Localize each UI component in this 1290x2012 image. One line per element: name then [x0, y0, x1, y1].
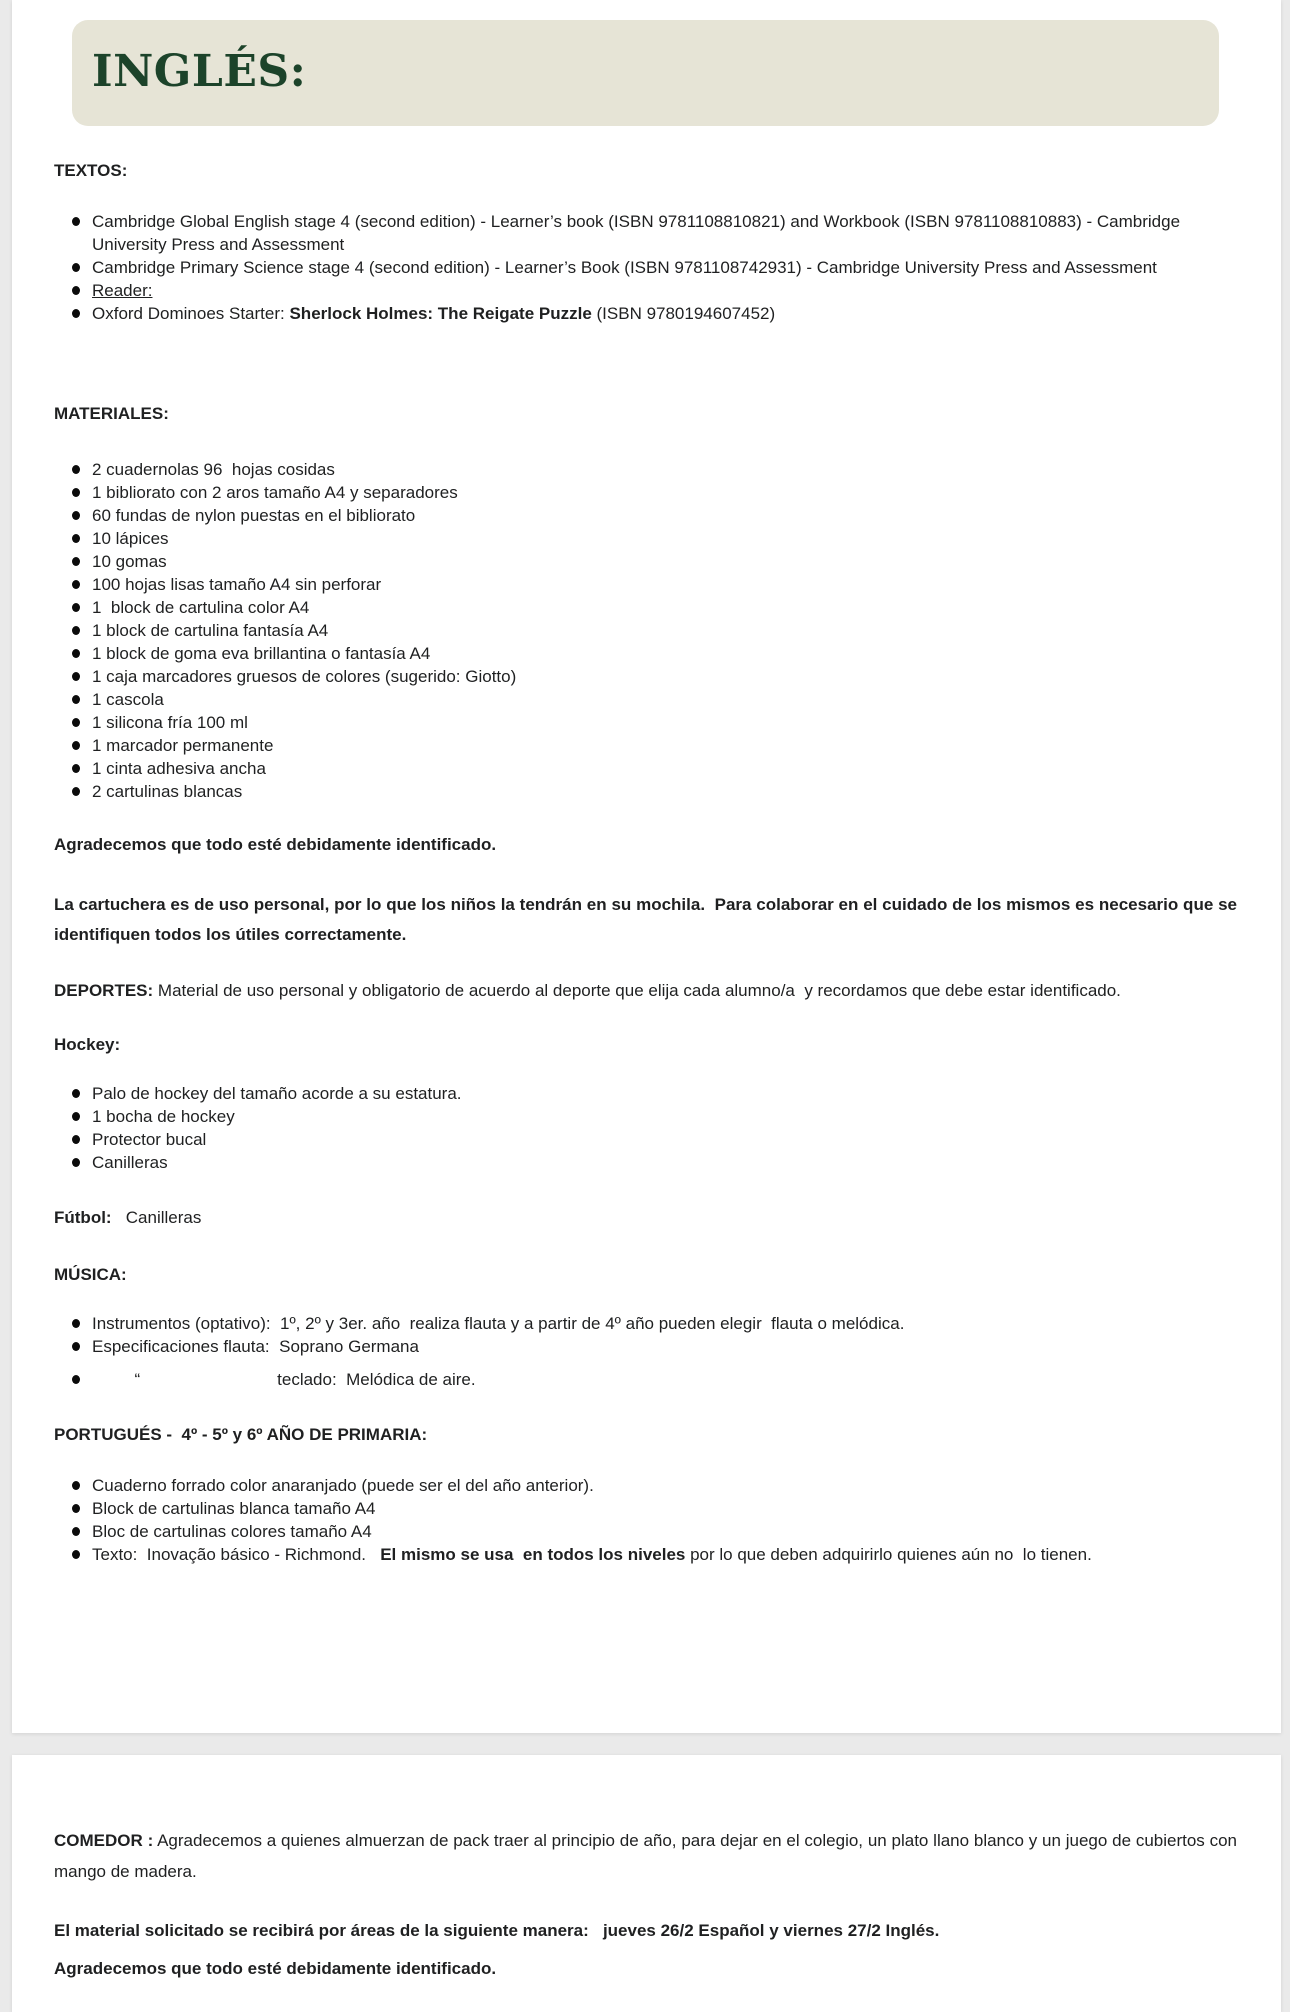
list-item: Cuaderno forrado color anaranjado (puede ser el del año anterior).: [72, 1474, 1237, 1497]
portugues-heading: PORTUGUÉS - 4º - 5º y 6º AÑO DE PRIMARIA:: [54, 1425, 428, 1444]
note-identificado: Agradecemos que todo esté debidamente identificado.: [54, 835, 497, 854]
list-item: Palo de hockey del tamaño acorde a su estatura.: [72, 1082, 1237, 1105]
final-identificado-line: Agradecemos que todo esté debidamente identificado.: [54, 1959, 497, 1978]
list-item: 1 block de cartulina fantasía A4: [72, 619, 1237, 642]
list-item: Instrumentos (optativo): 1º, 2º y 3er. año realiza flauta y a partir de 4º año pueden elegir flauta o melódica.: [72, 1312, 1237, 1335]
list-item: 1 block de goma eva brillantina o fantasía A4: [72, 642, 1237, 665]
list-item: 1 caja marcadores gruesos de colores (sugerido: Giotto): [72, 665, 1237, 688]
musica-list: [54, 1312, 1237, 1391]
list-item: Canilleras: [72, 1151, 1237, 1174]
list-item: 100 hojas lisas tamaño A4 sin perforar: [72, 573, 1237, 596]
list-item: Oxford Dominoes Starter: Sherlock Holmes: The Reigate Puzzle (ISBN 9780194607452): [72, 302, 1237, 325]
ingles-header-band: [72, 20, 1219, 126]
page-title: INGLÉS:: [92, 46, 307, 97]
material-schedule-line: El material solicitado se recibirá por áreas de la siguiente manera: jueves 26/2 Español y viernes 27/2 Inglés.: [54, 1921, 940, 1940]
list-item: 2 cuadernolas 96 hojas cosidas: [72, 458, 1237, 481]
note-cartuchera: La cartuchera es de uso personal, por lo que los niños la tendrán en su mochila. Para colaborar en el cuidado de los mismos es necesario que se identifiquen todos los útiles correctamente.: [54, 895, 1242, 944]
futbol-label: Fútbol:: [54, 1208, 112, 1227]
list-item: 1 bocha de hockey: [72, 1105, 1237, 1128]
deportes-paragraph: DEPORTES: Material de uso personal y obligatorio de acuerdo al deporte que elija cada alumno/a y recordamos que debe estar identificado.: [54, 981, 1121, 1000]
hockey-heading: Hockey:: [54, 1035, 121, 1054]
page-2: [12, 1755, 1281, 2012]
comedor-paragraph: COMEDOR : Agradecemos a quienes almuerzan de pack traer al principio de año, para dejar en el colegio, un plato llano blanco y un juego de cubiertos con mango de madera.: [54, 1831, 1242, 1881]
list-item: Protector bucal: [72, 1128, 1237, 1151]
list-item: 1 marcador permanente: [72, 734, 1237, 757]
list-item: Cambridge Primary Science stage 4 (second edition) - Learner’s Book (ISBN 9781108742931) - Cambridge University Press and Assessment: [72, 256, 1237, 279]
textos-heading: TEXTOS:: [54, 161, 128, 180]
musica-heading: MÚSICA:: [54, 1265, 127, 1284]
page-break: [0, 1733, 1290, 1755]
deportes-label: DEPORTES:: [54, 981, 154, 1000]
portugues-list: [54, 1474, 1237, 1566]
list-item: Especificaciones flauta: Soprano Germana: [72, 1335, 1237, 1358]
list-item: 1 silicona fría 100 ml: [72, 711, 1237, 734]
list-item: Bloc de cartulinas colores tamaño A4: [72, 1520, 1237, 1543]
list-item: 10 gomas: [72, 550, 1237, 573]
futbol-line: Fútbol: Canilleras: [54, 1208, 202, 1227]
list-item: 1 block de cartulina color A4: [72, 596, 1237, 619]
list-item: 10 lápices: [72, 527, 1237, 550]
list-item: 1 cinta adhesiva ancha: [72, 757, 1237, 780]
list-item: Block de cartulinas blanca tamaño A4: [72, 1497, 1237, 1520]
page-1: [12, 0, 1281, 1733]
list-item: Reader:: [72, 279, 1237, 302]
comedor-label: COMEDOR :: [54, 1831, 154, 1850]
list-item: 2 cartulinas blancas: [72, 780, 1237, 803]
textos-list: [54, 210, 1237, 325]
list-item: 1 cascola: [72, 688, 1237, 711]
list-item: “ teclado: Melódica de aire.: [72, 1368, 1237, 1391]
list-item: Cambridge Global English stage 4 (second edition) - Learner’s book (ISBN 9781108810821) and Workbook (ISBN 9781108810883) - Cambridge University Press and Assessment: [72, 210, 1237, 256]
list-item: Texto: Inovação básico - Richmond. El mismo se usa en todos los niveles por lo que deben adquirirlo quienes aún no lo tienen.: [72, 1543, 1237, 1566]
list-item: 60 fundas de nylon puestas en el bibliorato: [72, 504, 1237, 527]
materiales-list: [54, 458, 1237, 803]
materiales-heading: MATERIALES:: [54, 404, 169, 423]
hockey-list: [54, 1082, 1237, 1174]
list-item: 1 bibliorato con 2 aros tamaño A4 y separadores: [72, 481, 1237, 504]
